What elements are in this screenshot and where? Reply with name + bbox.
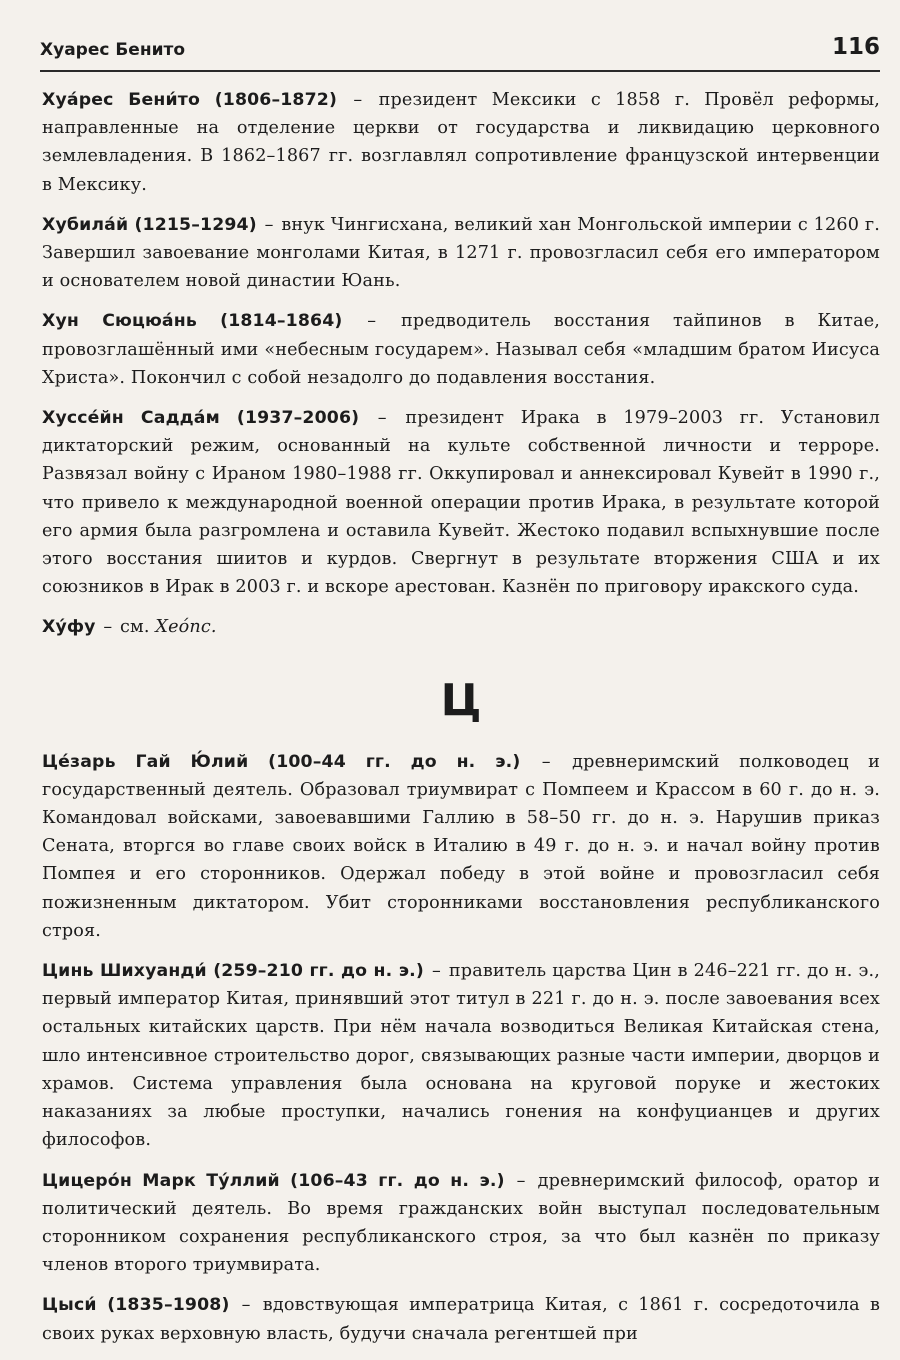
section-letter: Ц xyxy=(440,674,482,726)
entry-khubilai: Хубила́й (1215–1294) – внук Чингисхана, великий хан Монгольской империи с 1260 г. Завершил завоевание монголами Китая, в 1271 г. провозгласил себя его императором и основателем новой династии Юань. xyxy=(42,214,880,292)
entry-headword: Хуа́рес Бени́то (1806–1872) xyxy=(42,90,337,110)
entry-headword: Хун Сюцюа́нь (1814–1864) xyxy=(42,311,343,332)
entry-headword: Цинь Шихуанди́ (259–210 гг. до н. э.) xyxy=(42,961,424,982)
entry-text: внук Чингисхана, великий хан Монгольской империи с 1260 г. Завершил завоевание монголами Китая, в 1271 г. провозгласил себя его императором и основателем новой династии Юань. xyxy=(42,214,880,292)
entry-headword: Це́зарь Гай Ю́лий (100–44 гг. до н. э.) xyxy=(42,751,521,772)
entry-hong-xiuquan: Хун Сюцюа́нь (1814–1864) – предводитель восстания тайпинов в Китае, провозглашённый ими «небесным государем». Называл себя «младшим братом Иисуса Христа». Покончил с собой незадолго до подавления восстания. xyxy=(42,311,881,388)
entry-text: древнеримский полководец и государственный деятель. Образовал триумвират с Помпеем и Крассом в 60 г. до н. э. Командовал войсками, завоевавшими Галлию в 58–50 гг. до н. э. Нарушив приказ Сената, вторгся во главе своих войск в Италию в 49 г. до н. э. и начал войну против Помпея и его сторонников. Одержал победу в этой войне и провозгласил себя пожизненным диктатором. Убит сторонниками восстановления республиканского строя. xyxy=(42,751,880,941)
entry-text: правитель царства Цин в 246–221 гг. до н. э., первый император Китая, принявший этот титул в 221 г. до н. э. после завоевания всех остальных китайских царств. При нём начала возводиться Великая Китайская стена, шло интенсивное строительство дорог, связывающих разные части империи, дворцов и храмов. Система управления была основана на круговой поруке и жестоких наказаниях за любые проступки, начались гонения на конфуцианцев и других философов. xyxy=(42,961,880,1151)
entry-hussein: Хуссе́йн Садда́м (1937–2006) – президент Ирака в 1979–2003 гг. Установил диктаторский режим, основанный на культе собственной личности и терроре. Развязал войну с Ираном 1980–1988 гг. Оккупировал и аннексировал Кувейт в 1990 г., что привело к международной военной операции против Ирака, в результате которой его армия была разгромлена и оставила Кувейт. Жестоко подавил вспыхнувшие после этого восстания шиитов и курдов. Свергнут в результате вторжения США и их союзников в Ирак в 2003 г. и вскоре арестован. Казнён по приговору иракского суда. xyxy=(42,408,880,598)
entry-qin-shi-huang: Цинь Шихуанди́ (259–210 гг. до н. э.) – правитель царства Цин в 246–221 гг. до н. э., первый император Китая, принявший этот титул в 221 г. до н. э. после завоевания всех остальных китайских царств. При нём начала возводиться Великая Китайская стена, шло интенсивное строительство дорог, связывающих разные части империи, дворцов и храмов. Система управления была основана на круговой поруке и жестоких наказаниях за любые проступки, начались гонения на конфуцианцев и других философов. xyxy=(42,961,880,1151)
entry-cicero: Цицеро́н Марк Ту́ллий (106–43 гг. до н. э.) – древнеримский философ, оратор и политический деятель. Во время гражданских войн выступал последовательным сторонником сохранения республиканского строя, за что был казнён по приказу членов второго триумвирата. xyxy=(42,1170,881,1276)
running-head: Хуарес Бенито xyxy=(40,40,186,60)
entry-headword: Цыси́ (1835–1908) xyxy=(42,1295,230,1316)
dictionary-entries xyxy=(42,86,880,1360)
entry-headword: Хуссе́йн Садда́м (1937–2006) xyxy=(42,408,360,429)
entry-headword: Хубила́й (1215–1294) xyxy=(42,214,257,235)
entry-caesar: Це́зарь Гай Ю́лий (100–44 гг. до н. э.) – древнеримский полководец и государственный деятель. Образовал триумвират с Помпеем и Крассом в 60 г. до н. э. Командовал войсками, завоевавшими Галлию в 58–50 гг. до н. э. Нарушив приказ Сената, вторгся во главе своих войск в Италию в 49 г. до н. э. и начал войну против Помпея и его сторонников. Одержал победу в этой войне и провозгласил себя пожизненным диктатором. Убит сторонниками восстановления республиканского строя. xyxy=(42,751,880,941)
entry-text: президент Ирака в 1979–2003 гг. Установил диктаторский режим, основанный на культе собственной личности и терроре. Развязал войну с Ираном 1980–1988 гг. Оккупировал и аннексировал Кувейт в 1990 г., что привело к международной военной операции против Ирака, в результате которой его армия была разгромлена и оставила Кувейт. Жестоко подавил вспыхнувшие после этого восстания шиитов и курдов. Свергнут в результате вторжения США и их союзников в Ирак в 2003 г. и вскоре арестован. Казнён по приговору иракского суда. xyxy=(42,408,880,598)
entry-text: предводитель восстания тайпинов в Китае, провозглашённый ими «небесным государем». Называл себя «младшим братом Иисуса Христа». Покончил с собой незадолго до подавления восстания. xyxy=(42,311,881,388)
entry-text: древнеримский философ, оратор и политический деятель. Во время гражданских войн выступал последовательным сторонником сохранения республиканского строя, за что был казнён по приказу членов второго триумвирата. xyxy=(42,1170,881,1276)
entry-text: президент Мексики с 1858 г. Провёл реформы, направленные на отделение церкви от государства и ликвидацию церковного землевладения. В 1862–1867 гг. возглавлял сопротивление французской интервенции в Мексику. xyxy=(42,90,880,195)
reference-prefix: см. xyxy=(120,617,150,638)
entry-headword: Ху́фу xyxy=(42,617,96,638)
cross-reference-link: Хео́пс. xyxy=(155,617,217,638)
entry-cixi: Цыси́ (1835–1908) – вдовствующая императрица Китая, с 1861 г. сосредоточила в своих руках верховную власть, будучи сначала регентшей при xyxy=(42,1295,881,1344)
page-number: 116 xyxy=(831,34,880,60)
entry-khufu-reference: Ху́фу – см. Хео́пс. xyxy=(42,617,217,638)
page-header xyxy=(40,36,880,72)
entry-text: вдовствующая императрица Китая, с 1861 г. сосредоточила в своих руках верховную власть, будучи сначала регентшей при xyxy=(42,1295,881,1344)
entry-juarez: Хуа́рес Бени́то (1806–1872) – президент Мексики с 1858 г. Провёл реформы, направленные на отделение церкви от государства и ликвидацию церковного землевладения. В 1862–1867 гг. возглавлял сопротивление французской интервенции в Мексику. xyxy=(42,90,880,195)
entry-headword: Цицеро́н Марк Ту́ллий (106–43 гг. до н. э.) xyxy=(42,1170,505,1191)
